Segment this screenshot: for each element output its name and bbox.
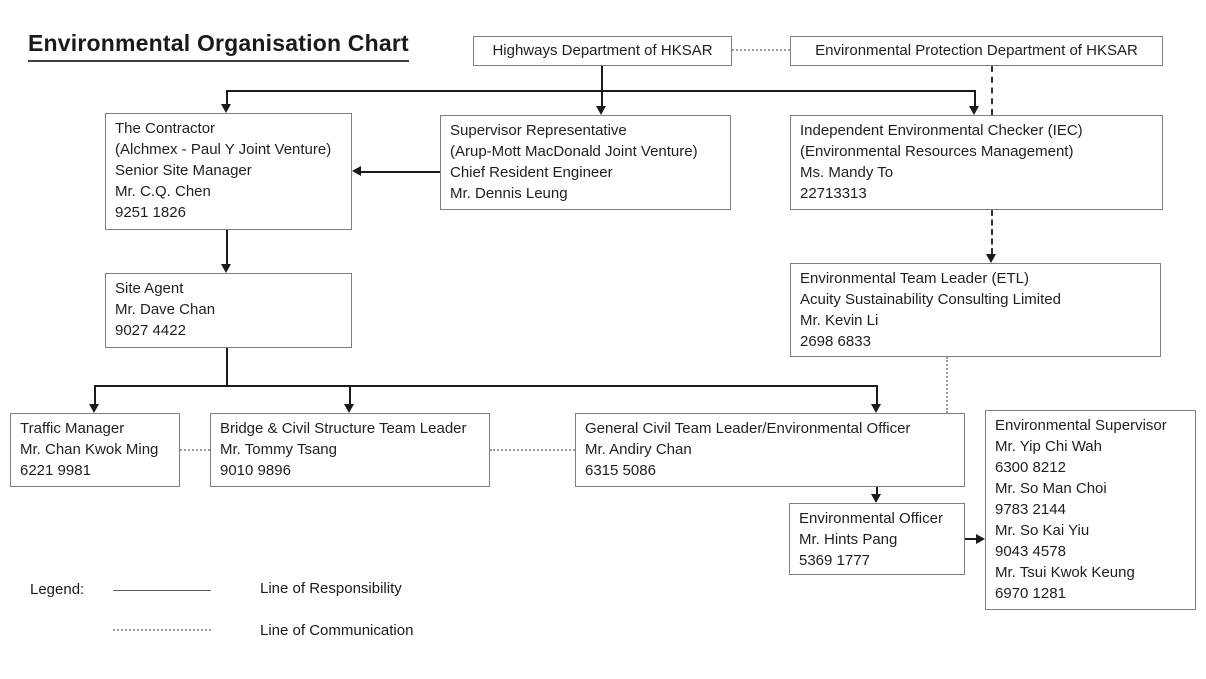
node-text-line: Environmental Protection Department of HKSAR xyxy=(815,42,1138,59)
node-text-line: (Arup-Mott MacDonald Joint Venture) xyxy=(450,143,698,160)
node-environmental-supervisor xyxy=(985,410,1196,610)
node-text-line: Mr. Dennis Leung xyxy=(450,185,568,202)
edge-siteagent-traffic-line xyxy=(94,387,96,404)
node-text-line: Traffic Manager xyxy=(20,420,125,437)
node-text-line: 5369 1777 xyxy=(799,552,870,569)
edge-highways-contractor-line xyxy=(226,90,228,104)
node-text-line: Independent Environmental Checker (IEC) xyxy=(800,122,1083,139)
edge-highways-supervisor-line xyxy=(601,90,603,106)
node-text-line: The Contractor xyxy=(115,120,216,137)
node-text-line: General Civil Team Leader/Environmental Officer xyxy=(585,420,911,437)
legend-responsibility-label: Line of Responsibility xyxy=(260,580,402,597)
node-text-line: Environmental Supervisor xyxy=(995,417,1167,434)
edge-epd-iec-dashed-line xyxy=(991,66,993,115)
edge-supervisor-contractor-line xyxy=(361,171,440,173)
node-text-line: 9251 1826 xyxy=(115,204,186,221)
node-supervisor-representative xyxy=(440,115,731,210)
edge-siteagent-stem-line xyxy=(226,348,228,387)
node-text-line: 6300 8212 xyxy=(995,459,1066,476)
edge-traffic-bridge-dotted-line xyxy=(180,449,210,451)
node-traffic-manager xyxy=(10,413,180,487)
node-text-line: Senior Site Manager xyxy=(115,162,252,179)
edge-bridge-generalcivil-dotted-line xyxy=(490,449,575,451)
edge-envofficer-envsupervisor-arrowhead-icon xyxy=(976,534,985,544)
node-text-line: 2698 6833 xyxy=(800,333,871,350)
node-text-line: Mr. So Man Choi xyxy=(995,480,1107,497)
node-general-civil-team-leader xyxy=(575,413,965,487)
edge-highways-supervisor-arrowhead-icon xyxy=(596,106,606,115)
edge-highways-stem-line xyxy=(601,66,603,91)
node-text-line: Acuity Sustainability Consulting Limited xyxy=(800,291,1061,308)
node-text-line: Mr. Chan Kwok Ming xyxy=(20,441,159,458)
node-text-line: Mr. Kevin Li xyxy=(800,312,879,329)
node-text-line: Bridge & Civil Structure Team Leader xyxy=(220,420,467,437)
edge-siteagent-traffic-arrowhead-icon xyxy=(89,404,99,413)
node-text-line: 22713313 xyxy=(800,185,867,202)
edge-iec-etl-arrowhead-icon xyxy=(986,254,996,263)
node-text-line: Environmental Officer xyxy=(799,510,943,527)
edge-highways-epd-dotted-line xyxy=(732,49,790,51)
edge-contractor-siteagent-arrowhead-icon xyxy=(221,264,231,273)
node-text-line: Site Agent xyxy=(115,280,184,297)
node-text-line: Mr. Tsui Kwok Keung xyxy=(995,564,1135,581)
node-contractor xyxy=(105,113,352,230)
edge-highways-iec-line xyxy=(974,90,976,106)
edge-generalcivil-envofficer-arrowhead-icon xyxy=(871,494,881,503)
node-text-line: (Alchmex - Paul Y Joint Venture) xyxy=(115,141,332,158)
edge-etl-generalcivil-dotted-line xyxy=(946,357,948,413)
node-highways-department xyxy=(473,36,732,66)
edge-highways-contractor-arrowhead-icon xyxy=(221,104,231,113)
node-text-line: Supervisor Representative xyxy=(450,122,627,139)
edge-highways-iec-arrowhead-icon xyxy=(969,106,979,115)
node-text-line: Mr. Tommy Tsang xyxy=(220,441,337,458)
node-bridge-civil-structure-team-leader xyxy=(210,413,490,487)
node-text-line: 6221 9981 xyxy=(20,462,91,479)
node-text-line: 9783 2144 xyxy=(995,501,1066,518)
page-title: Environmental Organisation Chart xyxy=(28,30,409,62)
node-environmental-team-leader xyxy=(790,263,1161,357)
edge-supervisor-contractor-arrowhead-icon xyxy=(352,166,361,176)
node-independent-environmental-checker xyxy=(790,115,1163,210)
node-text-line: (Environmental Resources Management) xyxy=(800,143,1074,160)
node-text-line: Environmental Team Leader (ETL) xyxy=(800,270,1029,287)
legend-communication-label: Line of Communication xyxy=(260,622,414,639)
node-text-line: Highways Department of HKSAR xyxy=(492,42,713,59)
edge-siteagent-bridge-line xyxy=(349,387,351,404)
node-text-line: 6970 1281 xyxy=(995,585,1066,602)
node-text-line: 9027 4422 xyxy=(115,322,186,339)
edge-siteagent-generalcivil-line xyxy=(876,387,878,404)
edge-siteagent-generalcivil-arrowhead-icon xyxy=(871,404,881,413)
node-text-line: Ms. Mandy To xyxy=(800,164,894,181)
legend-title: Legend: xyxy=(30,581,85,598)
node-text-line: Mr. So Kai Yiu xyxy=(995,522,1090,539)
legend-solid-line-sample xyxy=(113,590,211,591)
node-site-agent xyxy=(105,273,352,348)
edge-siteagent-distribution-rail xyxy=(94,385,878,387)
node-environmental-protection-department xyxy=(790,36,1163,66)
node-text-line: Mr. Hints Pang xyxy=(799,531,898,548)
node-text-line: Mr. Dave Chan xyxy=(115,301,216,318)
edge-iec-etl-dashed-line xyxy=(991,210,993,254)
node-text-line: Chief Resident Engineer xyxy=(450,164,613,181)
node-text-line: Mr. Andiry Chan xyxy=(585,441,692,458)
node-text-line: 9043 4578 xyxy=(995,543,1066,560)
edge-siteagent-bridge-arrowhead-icon xyxy=(344,404,354,413)
node-text-line: 6315 5086 xyxy=(585,462,656,479)
legend-dotted-line-sample xyxy=(113,629,211,631)
node-text-line: Mr. C.Q. Chen xyxy=(115,183,211,200)
node-environmental-officer xyxy=(789,503,965,575)
edge-contractor-siteagent-line xyxy=(226,230,228,264)
node-text-line: Mr. Yip Chi Wah xyxy=(995,438,1102,455)
node-text-line: 9010 9896 xyxy=(220,462,291,479)
